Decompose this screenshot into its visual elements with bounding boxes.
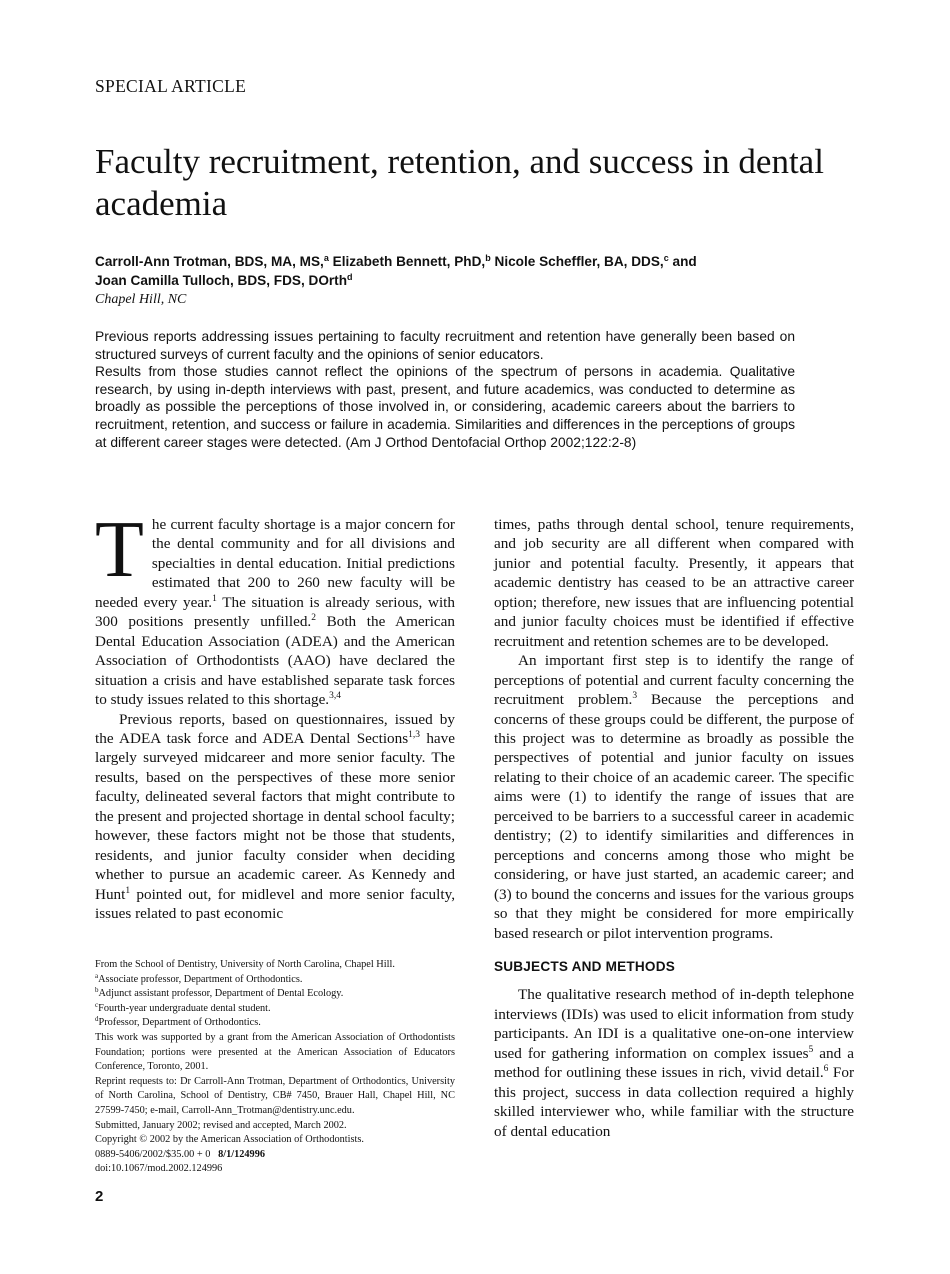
body-text: For this project, success in data collection required a highly skilled interviewer who, while familiar with the structure of dental education — [494, 1064, 854, 1140]
body-text: pointed out, for midlevel and more senior faculty, issues related to past economic — [95, 885, 455, 923]
footnote-affiliation: $^c$Fourth-year undergraduate dental student. — [95, 1000, 271, 1014]
body-paragraph: times, paths through dental school, tenure requirements, and job security are all different when compared with junior and potential faculty. Presently, it appears that academic dentistry has ceased to be an attractive career option; therefore, new issues that are influencing potential and junior faculty choices must be identified if effective recruitment and retention schemes are to be developed. — [494, 516, 854, 650]
affiliation-marker: d — [347, 272, 353, 282]
footnote-doi: doi:10.1067/mod.2002.124996 — [95, 1163, 223, 1175]
citation: 1 — [212, 593, 217, 604]
author-list — [95, 252, 855, 290]
affiliation-marker: c — [663, 253, 669, 263]
footnote-reprint: Reprint requests to: Dr Carroll-Ann Trotman, Department of Orthodontics, University of North Carolina, School of Dentistry, CB# 7450, Brauer Hall, Chapel Hill, NC 27599-7450; e-mail, Carroll-Ann_Trotman@dentistry.unc.edu. — [95, 1075, 455, 1116]
abstract-paragraph: Previous reports addressing issues pertaining to faculty recruitment and retention have generally been based on structured surveys of current faculty and the opinions of senior educators. — [95, 329, 795, 362]
body-text: have largely surveyed midcareer and more senior faculty. The results, based on the perspectives of these more senior faculty, delineated several factors that might contribute to the present and projected shortage in dental school faculty; however, these factors might not be those that students, residents, and junior faculty consider when deciding whether to pursue an academic career. As Kennedy and Hunt — [95, 729, 456, 903]
section-heading: SUBJECTS AND METHODS — [494, 958, 675, 974]
body-text: An important first step is to identify the range of perceptions of potential and current faculty concerning the recruitment problem. — [494, 652, 854, 709]
author-name: Nicole Scheffler, BA, DDS, — [494, 254, 664, 269]
citation: 1,3 — [408, 729, 421, 740]
footnotes — [95, 958, 455, 1177]
body-paragraph — [95, 506, 455, 710]
footnote-affiliation: $^d$Professor, Department of Orthodontics. — [95, 1015, 261, 1029]
article-title: Faculty recruitment, retention, and success in dental academia — [95, 142, 824, 223]
author-name: Joan Camilla Tulloch, BDS, FDS, DOrth — [95, 273, 348, 288]
citation: 5 — [808, 1044, 814, 1055]
abstract — [95, 328, 795, 451]
citation: 6 — [823, 1064, 829, 1075]
citation: 3,4 — [329, 691, 341, 702]
body-text: Because the perceptions and concerns of these groups could be different, the purpose of this project was to determine as broadly as possible the perspectives of potential and junior faculty on issues relating to their choice of an academic career. The specific aims were (1) to identify the range of issues that are perceived to be barriers to a successful career in academic dentistry; (2) to identify similarities and differences in perceptions and concerns among those who might be considering, or have just started, an academic career; and (3) to bound the concerns and issues for the various groups so that they might be considered for more empirically based research or pilot intervention programs. — [494, 691, 854, 942]
footnote-submitted: Submitted, January 2002; revised and accepted, March 2002. — [95, 1119, 347, 1131]
body-text: he current faculty shortage is a major concern for the dental community and for all divisions and specialties in dental education. Initial predictions estimated that 200 to 260 new faculty will be needed every year. — [95, 516, 455, 611]
citation: 2 — [311, 613, 316, 624]
section-label: SPECIAL ARTICLE — [95, 76, 247, 96]
body-text: The qualitative research method of in-depth telephone interviews (IDIs) was used to elicit information from study participants. An IDI is a qualitative one-on-one interview used for gathering information on complex issues — [494, 986, 854, 1062]
author-name: Carroll-Ann Trotman, BDS, MA, MS, — [95, 254, 324, 269]
affiliation-marker: a — [323, 253, 329, 263]
affiliation-marker: b — [485, 253, 491, 263]
footnote-institution: From the School of Dentistry, University of North Carolina, Chapel Hill. — [95, 959, 395, 970]
body-paragraph — [494, 651, 854, 943]
author-name: Elizabeth Bennett, PhD, — [332, 254, 486, 269]
author-conjunction: and — [672, 254, 697, 269]
citation: 1 — [125, 885, 131, 896]
footnote-affiliation: $^a$Associate professor, Department of Orthodontics. — [95, 971, 303, 985]
body-column-left — [95, 506, 456, 924]
page-number: 2 — [95, 1188, 104, 1205]
author-location: Chapel Hill, NC — [95, 292, 187, 307]
footnote-affiliation: $^b$Adjunct assistant professor, Department of Dental Ecology. — [95, 986, 344, 1000]
body-text: Previous reports, based on questionnaires, issued by the ADEA task force and ADEA Dental Sections — [95, 710, 455, 747]
citation: 3 — [632, 691, 638, 702]
body-text: Both the American Dental Education Association (ADEA) and the American Association of Orthodontists (AAO) have declared the situation a crisis and have established separate task forces to study issues related to this shortage. — [95, 613, 455, 709]
footnote-copyright: Copyright © 2002 by the American Association of Orthodontists. — [95, 1134, 364, 1146]
body-paragraph — [494, 985, 854, 1141]
body-text: and a method for outlining these issues in rich, vivid detail. — [494, 1044, 855, 1082]
footnote-issn: 0889-5406/2002/$35.00 + 0 8/1/124996 — [95, 1148, 266, 1160]
body-text: The situation is already serious, with 300 positions presently unfilled. — [95, 593, 455, 631]
abstract-paragraph: Results from those studies cannot reflect the opinions of the spectrum of persons in academia. Qualitative research, by using in-depth interviews with past, present, and future academics, was conducted to determine as broadly as possible the perceptions of those involved in, or considering, academic careers about the barriers to recruitment, retention, and success or failure in academia. Similarities and differences in the perceptions of groups at different career stages were detected. (Am J Orthod Dentofacial Orthop 2002;122:2-8) — [95, 364, 795, 450]
body-column-right — [494, 515, 854, 1141]
footnote-support: This work was supported by a grant from the American Association of Orthodontists Foundation; portions were presented at the American Association of Educators Conference, Toronto, 2001. — [95, 1031, 455, 1073]
body-paragraph — [95, 710, 455, 924]
drop-cap: T — [95, 506, 144, 594]
